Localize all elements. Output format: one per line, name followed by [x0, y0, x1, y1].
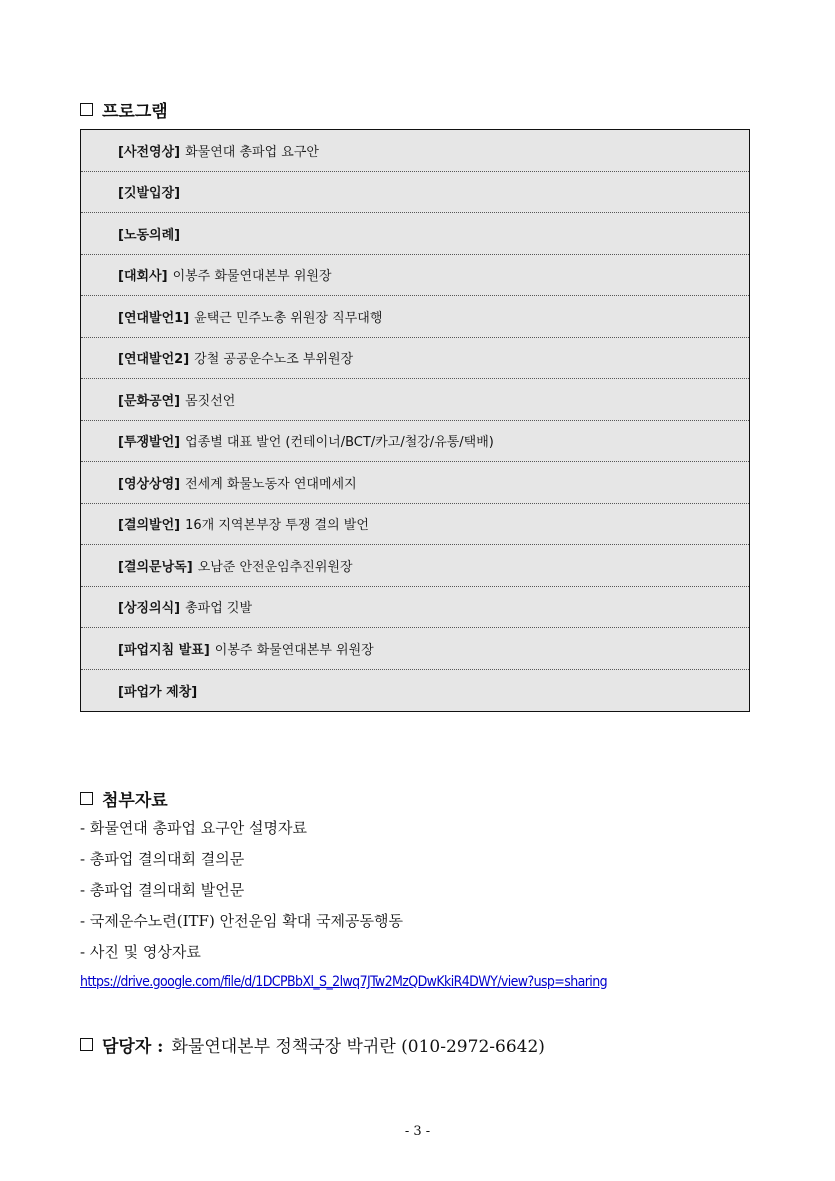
- program-row-label: [연대발언1]: [118, 310, 190, 326]
- program-row: [81, 421, 749, 463]
- program-row: [81, 296, 749, 338]
- program-row-label: [노동의례]: [118, 227, 181, 243]
- contact-label: 담당자 :: [102, 1037, 164, 1057]
- attachment-item: - 총파업 결의대회 발언문: [80, 881, 245, 899]
- checkbox-square-icon: [80, 1038, 93, 1051]
- program-row-text: 이봉주 화물연대본부 위원장: [172, 269, 332, 285]
- program-table: [80, 129, 750, 712]
- program-row-label: [깃발입장]: [118, 186, 181, 202]
- program-row-label: [연대발언2]: [118, 352, 190, 368]
- program-row-label: [투쟁발언]: [118, 435, 181, 451]
- program-row: [81, 504, 749, 546]
- program-heading-text: 프로그램: [102, 102, 168, 122]
- checkbox-square-icon: [80, 792, 93, 805]
- program-row-label: [결의발언]: [118, 518, 181, 534]
- program-row-label: [대회사]: [118, 269, 168, 285]
- program-row: [81, 587, 749, 629]
- checkbox-square-icon: [80, 103, 93, 116]
- program-row: [81, 462, 749, 504]
- program-row: [81, 338, 749, 380]
- contact-text: 화물연대본부 정책국장 박귀란 (010-2972-6642): [171, 1037, 545, 1057]
- program-row-text: 몸짓선언: [185, 393, 236, 409]
- program-row: [81, 172, 749, 214]
- attachment-item: - 사진 및 영상자료: [80, 943, 201, 961]
- program-row-text: 16개 지역본부장 투쟁 결의 발언: [185, 518, 369, 534]
- program-row-text: 이봉주 화물연대본부 위원장: [214, 642, 374, 658]
- program-row-label: [사전영상]: [118, 144, 181, 160]
- program-row-text: 총파업 깃발: [185, 601, 253, 617]
- program-row-label: [문화공연]: [118, 393, 181, 409]
- program-row: [81, 379, 749, 421]
- program-row: [81, 670, 749, 712]
- program-row-text: 화물연대 총파업 요구안: [185, 144, 319, 160]
- program-row-text: 전세계 화물노동자 연대메세지: [185, 476, 357, 492]
- attachments-heading-text: 첨부자료: [102, 791, 168, 811]
- program-row-label: [결의문낭독]: [118, 559, 193, 575]
- drive-link[interactable]: https://drive.google.com/file/d/1DCPBbXl_S_2lwq7JTw2MzQDwKkiR4DWY/view?usp=sharing: [80, 974, 607, 990]
- program-row: [81, 255, 749, 297]
- program-row: [81, 545, 749, 587]
- attachment-item: - 총파업 결의대회 결의문: [80, 850, 245, 868]
- page-number: - 3 -: [404, 1124, 431, 1139]
- attachment-item: - 화물연대 총파업 요구안 설명자료: [80, 819, 308, 837]
- program-row-label: [파업가 제창]: [118, 684, 198, 700]
- attachment-item: - 국제운수노련(ITF) 안전운임 확대 국제공동행동: [80, 912, 404, 930]
- program-heading: [80, 97, 168, 122]
- contact-line: [80, 1032, 545, 1057]
- program-row-text: 업종별 대표 발언 (컨테이너/BCT/카고/철강/유통/택배): [185, 435, 494, 451]
- program-row: [81, 628, 749, 670]
- program-row-label: [상징의식]: [118, 601, 181, 617]
- program-row-text: 오남준 안전운임추진위원장: [197, 559, 353, 575]
- program-row-text: 강철 공공운수노조 부위원장: [194, 352, 354, 368]
- attachments-heading: [80, 786, 168, 811]
- program-row: [81, 130, 749, 172]
- attachments-list: [80, 817, 403, 972]
- program-row-text: 윤택근 민주노총 위원장 직무대행: [194, 310, 383, 326]
- program-row-label: [영상상영]: [118, 476, 181, 492]
- program-row: [81, 213, 749, 255]
- program-row-label: [파업지침 발표]: [118, 642, 210, 658]
